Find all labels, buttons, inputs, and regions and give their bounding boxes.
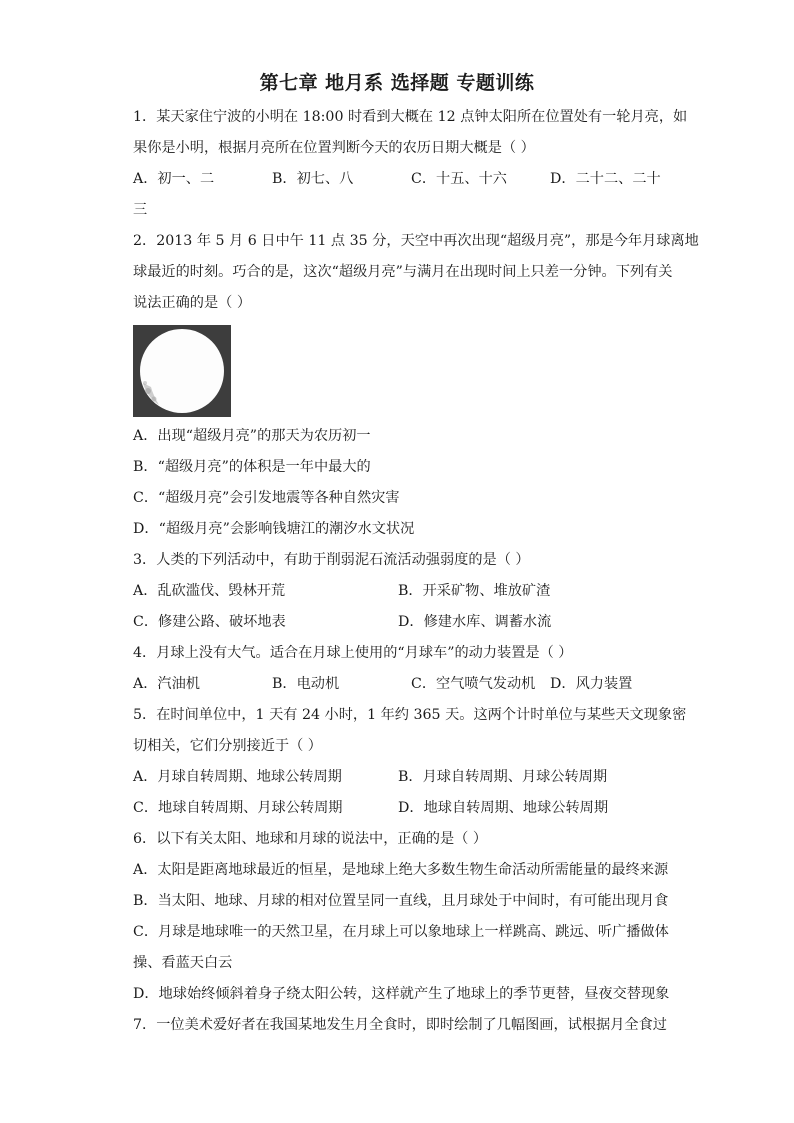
question-7 bbox=[133, 1010, 667, 1041]
option-c-wrap: 操、看蓝天白云 bbox=[133, 955, 233, 971]
option-b: B．当太阳、地球、月球的相对位置呈同一直线，且月球处于中间时，有可能出现月食 bbox=[133, 893, 669, 909]
option-a: A．出现“超级月亮”的那天为农历初一 bbox=[133, 428, 371, 444]
option-a: A．乱砍滥伐、毁林开荒 bbox=[133, 583, 286, 599]
option-c: C．地球自转周期、月球公转周期 bbox=[133, 800, 343, 816]
option-row bbox=[133, 669, 663, 700]
option-d: D．修建水库、调蓄水流 bbox=[398, 614, 552, 630]
option-b: B．月球自转周期、月球公转周期 bbox=[398, 769, 608, 785]
option-c: C．月球是地球唯一的天然卫星，在月球上可以象地球上一样跳高、跳远、听广播做体 bbox=[133, 924, 669, 940]
option-d: D．地球始终倾斜着身子绕太阳公转，这样就产生了地球上的季节更替，昼夜交替现象 bbox=[133, 986, 670, 1002]
option-row bbox=[133, 762, 663, 793]
option-row bbox=[133, 793, 663, 824]
super-moon-image bbox=[133, 325, 231, 417]
option-c: C．修建公路、破坏地表 bbox=[133, 614, 286, 630]
question-text: 5．在时间单位中，1 天有 24 小时，1 年约 365 天。这两个计时单位与某些天文现象密 bbox=[133, 707, 687, 723]
option-a: A．太阳是距离地球最近的恒星，是地球上绝大多数生物生命活动所需能量的最终来源 bbox=[133, 862, 669, 878]
option-b: B．电动机 bbox=[272, 676, 340, 692]
option-d: D．二十二、二十 bbox=[550, 171, 661, 187]
question-1 bbox=[133, 102, 688, 226]
option-b: B．开采矿物、堆放矿渣 bbox=[398, 583, 551, 599]
option-d: D．地球自转周期、地球公转周期 bbox=[398, 800, 609, 816]
question-text: 7．一位美术爱好者在我国某地发生月全食时，即时绘制了几幅图画，试根据月全食过 bbox=[133, 1017, 667, 1033]
option-c: C．“超级月亮”会引发地震等各种自然灾害 bbox=[133, 490, 400, 506]
option-a: A．月球自转周期、地球公转周期 bbox=[133, 769, 342, 785]
question-3 bbox=[133, 545, 663, 638]
option-d-wrap: 三 bbox=[133, 202, 148, 218]
option-c: C．空气喷气发动机 bbox=[411, 676, 536, 692]
question-text: 果你是小明，根据月亮所在位置判断今天的农历日期大概是（ ） bbox=[133, 140, 535, 156]
question-text: 球最近的时刻。巧合的是，这次“超级月亮”与满月在出现时间上只差一分钟。下列有关 bbox=[133, 264, 673, 280]
option-b: B．初七、八 bbox=[272, 171, 354, 187]
question-text: 6．以下有关太阳、地球和月球的说法中，正确的是（ ） bbox=[133, 831, 488, 847]
question-text: 切相关，它们分别接近于（ ） bbox=[133, 738, 322, 754]
option-row bbox=[133, 164, 663, 195]
page-title: 第七章 地月系 选择题 专题训练 bbox=[259, 72, 535, 94]
question-5 bbox=[133, 700, 687, 824]
option-a: A．初一、二 bbox=[133, 171, 215, 187]
option-d: D．“超级月亮”会影响钱塘江的潮汐水文状况 bbox=[133, 521, 415, 537]
question-text: 1．某天家住宁波的小明在 18:00 时看到大概在 12 点钟太阳所在位置处有一轮月亮，如 bbox=[133, 109, 688, 125]
option-c: C．十五、十六 bbox=[411, 171, 507, 187]
option-row bbox=[133, 576, 663, 607]
question-6 bbox=[133, 824, 670, 1010]
option-a: A．汽油机 bbox=[133, 676, 200, 692]
question-text: 4．月球上没有大气。适合在月球上使用的“月球车”的动力装置是（ ） bbox=[133, 645, 573, 661]
question-2 bbox=[133, 226, 699, 545]
full-moon-icon bbox=[133, 325, 231, 417]
option-d: D．风力装置 bbox=[550, 676, 633, 692]
question-4 bbox=[133, 638, 663, 700]
question-text: 3．人类的下列活动中，有助于削弱泥石流活动强弱度的是（ ） bbox=[133, 552, 530, 568]
question-list bbox=[133, 102, 699, 1041]
option-b: B．“超级月亮”的体积是一年中最大的 bbox=[133, 459, 371, 475]
question-text: 说法正确的是（ ） bbox=[133, 295, 252, 311]
question-text: 2．2013 年 5 月 6 日中午 11 点 35 分，天空中再次出现“超级月亮”，那是今年月球离地 bbox=[133, 233, 699, 249]
option-row bbox=[133, 607, 663, 638]
